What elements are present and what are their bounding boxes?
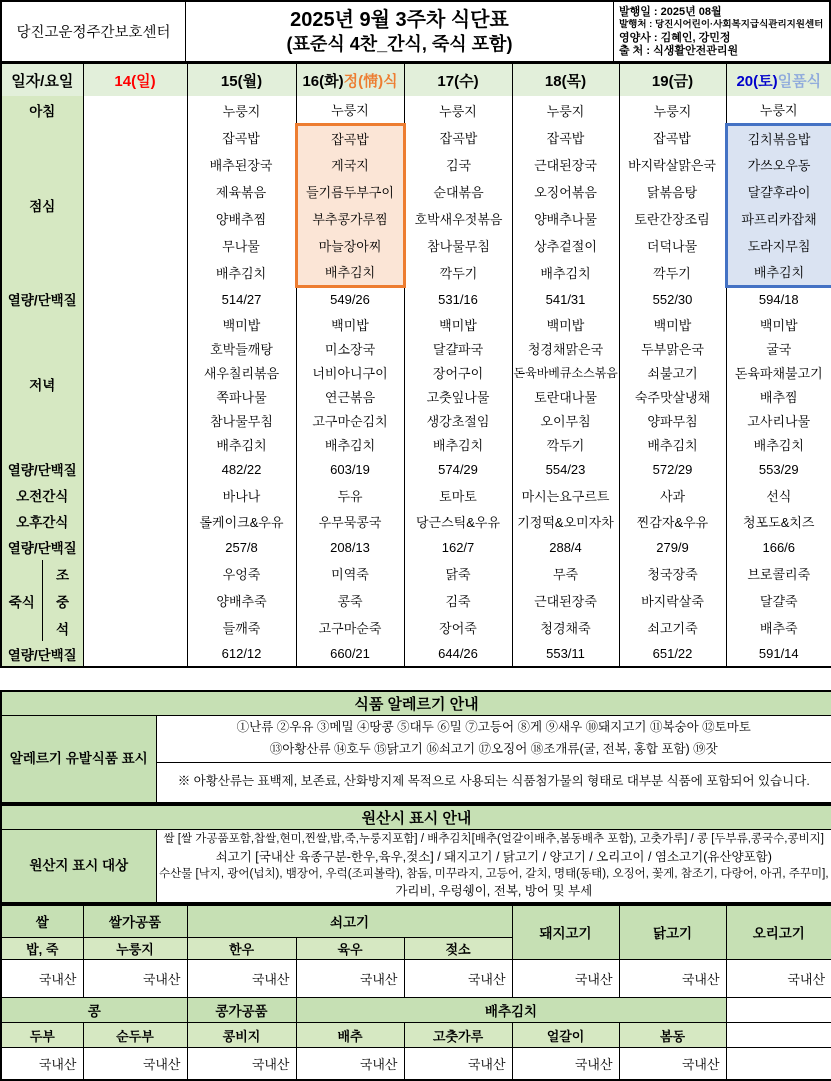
menu-cell: 양배추죽 <box>187 587 296 614</box>
publish-date: 발행일 : 2025년 08월 <box>619 6 722 18</box>
origin-line: 쌀 [쌀 가공품포함,찹쌀,현미,찐쌀,밥,죽,누룽지포함] / 배추김치[배추(얼갈이배추,봄동배추 포함), 고춧가루] / 콩 [두부류,콩국수,콩비지] <box>163 833 824 845</box>
menu-cell: 배추김치 <box>187 432 296 456</box>
origin-value: 국내산 <box>512 960 619 998</box>
menu-cell: 누룽지 <box>512 96 619 124</box>
day-header-sat <box>726 63 831 96</box>
menu-cell: 닭죽 <box>404 560 512 587</box>
menu-cell-highlight-blue: 파프리카잡채 <box>726 205 831 232</box>
day-suffix: 일품식 <box>777 72 822 90</box>
menu-cell-empty <box>83 312 187 456</box>
porridge-morning-label: 조 <box>42 560 83 587</box>
lunch-label: 점심 <box>1 124 83 286</box>
menu-cell: 생강초절임 <box>404 408 512 432</box>
menu-cell: 백미밥 <box>619 312 726 336</box>
menu-cell-highlight-orange: 마늘장아찌 <box>296 232 404 259</box>
menu-cell <box>83 587 187 614</box>
day-label: 18(목) <box>544 72 587 90</box>
menu-cell: 브로콜리죽 <box>726 560 831 587</box>
corner-label: 일자/요일 <box>1 63 83 96</box>
menu-cell-highlight-blue: 달걀후라이 <box>726 178 831 205</box>
menu-cell: 깍두기 <box>619 259 726 286</box>
porridge-noon-label: 중 <box>42 587 83 614</box>
menu-cell: 청포도&치즈 <box>726 508 831 534</box>
origin-value: 국내산 <box>187 1048 296 1080</box>
kcal-value <box>83 456 187 482</box>
menu-cell: 고구마순죽 <box>296 614 404 641</box>
kcal-value: 594/18 <box>726 286 831 312</box>
weekly-menu-table <box>0 62 831 668</box>
menu-cell: 고구마순김치 <box>296 408 404 432</box>
kcal-value: 482/22 <box>187 456 296 482</box>
day-label: 15(월) <box>220 72 263 90</box>
menu-cell: 사과 <box>619 482 726 508</box>
menu-cell: 고사리나물 <box>726 408 831 432</box>
origin-subheader: 두부 <box>1 1023 83 1048</box>
menu-cell: 깍두기 <box>404 259 512 286</box>
origin-subheader: 한우 <box>187 938 296 960</box>
menu-cell: 근대된장죽 <box>512 587 619 614</box>
menu-cell: 닭볶음탕 <box>619 178 726 205</box>
kcal-value: 549/26 <box>296 286 404 312</box>
organization-name: 당진고운정주간보호센터 <box>2 2 186 61</box>
menu-cell: 근대된장국 <box>512 151 619 178</box>
allergy-label: 알레르기 유발식품 표시 <box>1 716 156 803</box>
origin-table <box>0 904 831 1081</box>
menu-cell: 연근볶음 <box>296 384 404 408</box>
allergy-note: ※ 아황산류는 표백제, 보존료, 산화방지제 목적으로 사용되는 식품첨가물의 형태로 대부분 식품에 포함되어 있습니다. <box>156 763 831 803</box>
menu-cell-highlight-blue: 도라지무침 <box>726 232 831 259</box>
origin-subheader: 육우 <box>296 938 404 960</box>
menu-cell: 김죽 <box>404 587 512 614</box>
publication-info <box>614 2 829 61</box>
porridge-label: 죽식 <box>1 560 42 641</box>
menu-cell: 콩죽 <box>296 587 404 614</box>
kcal-value: 603/19 <box>296 456 404 482</box>
menu-cell <box>83 482 187 508</box>
menu-cell-highlight-orange: 들기름두부구이 <box>296 178 404 205</box>
kcal-value: 531/16 <box>404 286 512 312</box>
menu-cell: 배추김치 <box>404 432 512 456</box>
menu-cell: 숙주맛살냉채 <box>619 384 726 408</box>
origin-line: 쇠고기 [국내산 육종구분-한우,육우,젖소] / 돼지고기 / 닭고기 / 양고기 / 오리고이 / 염소고기(유산양포함) <box>215 849 772 864</box>
menu-cell: 무나물 <box>187 232 296 259</box>
allergy-section <box>0 690 831 804</box>
menu-cell-highlight-blue: 김치볶음밥 <box>726 124 831 151</box>
origin-subheader: 얼갈이 <box>512 1023 619 1048</box>
origin-header: 쌀가공품 <box>83 905 187 938</box>
menu-cell: 잡곡밥 <box>187 124 296 151</box>
origin-title: 원산시 표시 안내 <box>1 805 831 830</box>
origin-subheader: 누룽지 <box>83 938 187 960</box>
kcal-value <box>83 286 187 312</box>
menu-cell: 들깨죽 <box>187 614 296 641</box>
kcal-value <box>83 534 187 560</box>
origin-header: 배추김치 <box>296 998 726 1023</box>
menu-cell: 깍두기 <box>512 432 619 456</box>
day-header-wed <box>404 63 512 96</box>
origin-header: 콩가공품 <box>187 998 296 1023</box>
menu-cell: 배추김치 <box>619 432 726 456</box>
menu-cell: 누룽지 <box>187 96 296 124</box>
kcal-value <box>83 641 187 667</box>
kcal-value: 208/13 <box>296 534 404 560</box>
menu-cell: 기정떡&오미자차 <box>512 508 619 534</box>
kcal-value: 644/26 <box>404 641 512 667</box>
menu-cell: 장어죽 <box>404 614 512 641</box>
menu-cell: 우무묵콩국 <box>296 508 404 534</box>
menu-cell: 양배추나물 <box>512 205 619 232</box>
kcal-value: 574/29 <box>404 456 512 482</box>
origin-subheader: 봄동 <box>619 1023 726 1048</box>
menu-cell: 선식 <box>726 482 831 508</box>
kcal-label: 열량/단백질 <box>1 286 83 312</box>
menu-cell: 누룽지 <box>726 96 831 124</box>
kcal-value: 541/31 <box>512 286 619 312</box>
menu-cell: 양배추찜 <box>187 205 296 232</box>
kcal-value: 162/7 <box>404 534 512 560</box>
menu-cell: 호박새우젓볶음 <box>404 205 512 232</box>
kcal-label: 열량/단백질 <box>1 534 83 560</box>
am-snack-label: 오전간식 <box>1 482 83 508</box>
menu-cell: 배추죽 <box>726 614 831 641</box>
kcal-value: 514/27 <box>187 286 296 312</box>
origin-section <box>0 804 831 904</box>
menu-cell: 배추김치 <box>512 259 619 286</box>
origin-value: 국내산 <box>1 960 83 998</box>
menu-cell: 달걀파국 <box>404 336 512 360</box>
menu-cell: 청경채맑은국 <box>512 336 619 360</box>
menu-cell: 순대볶음 <box>404 178 512 205</box>
kcal-value: 612/12 <box>187 641 296 667</box>
menu-cell: 돈육바베큐소스볶음 <box>512 360 619 384</box>
origin-subheader: 밥, 죽 <box>1 938 83 960</box>
menu-cell: 두부맑은국 <box>619 336 726 360</box>
menu-cell: 고춧잎나물 <box>404 384 512 408</box>
day-suffix: 정(情)식 <box>343 72 398 90</box>
origin-value: 국내산 <box>404 1048 512 1080</box>
origin-value: 국내산 <box>187 960 296 998</box>
menu-cell: 찐감자&우유 <box>619 508 726 534</box>
origin-value: 국내산 <box>1 1048 83 1080</box>
menu-cell-empty <box>83 124 187 286</box>
menu-cell: 제육볶음 <box>187 178 296 205</box>
origin-value: 국내산 <box>512 1048 619 1080</box>
allergy-title: 식품 알레르기 안내 <box>1 691 831 716</box>
menu-cell-highlight-orange: 부추콩가루찜 <box>296 205 404 232</box>
pm-snack-label: 오후간식 <box>1 508 83 534</box>
origin-value: 국내산 <box>619 1048 726 1080</box>
kcal-value: 660/21 <box>296 641 404 667</box>
menu-cell: 토란간장조림 <box>619 205 726 232</box>
menu-cell: 당근스틱&우유 <box>404 508 512 534</box>
menu-cell: 마시는요구르트 <box>512 482 619 508</box>
menu-cell: 백미밥 <box>296 312 404 336</box>
menu-cell: 쪽파나물 <box>187 384 296 408</box>
publisher: 발행처 : 당진시어린이·사회복지급식관리지원센터 <box>619 18 824 30</box>
origin-value: 국내산 <box>296 960 404 998</box>
menu-cell: 미소장국 <box>296 336 404 360</box>
origin-header: 쌀 <box>1 905 83 938</box>
day-header-tue <box>296 63 404 96</box>
origin-header: 쇠고기 <box>187 905 512 938</box>
kcal-value: 166/6 <box>726 534 831 560</box>
day-label: 19(금) <box>651 72 694 90</box>
day-label: 17(수) <box>437 72 479 90</box>
origin-subheader: 고춧가루 <box>404 1023 512 1048</box>
menu-cell: 백미밥 <box>512 312 619 336</box>
menu-cell: 달걀죽 <box>726 587 831 614</box>
kcal-value: 554/23 <box>512 456 619 482</box>
kcal-value: 279/9 <box>619 534 726 560</box>
origin-subheader: 순두부 <box>83 1023 187 1048</box>
menu-cell: 김국 <box>404 151 512 178</box>
day-header-thu <box>512 63 619 96</box>
kcal-value: 553/29 <box>726 456 831 482</box>
origin-empty-cell <box>726 1023 831 1048</box>
menu-cell <box>83 560 187 587</box>
menu-cell: 롤케이크&우유 <box>187 508 296 534</box>
menu-cell: 참나물무침 <box>404 232 512 259</box>
title-line2: (표준식 4찬_간식, 죽식 포함) <box>286 33 513 54</box>
origin-list <box>156 830 831 903</box>
kcal-label: 열량/단백질 <box>1 641 83 667</box>
menu-cell: 너비아니구이 <box>296 360 404 384</box>
menu-cell: 배추김치 <box>296 432 404 456</box>
menu-cell: 미역죽 <box>296 560 404 587</box>
origin-value: 국내산 <box>619 960 726 998</box>
origin-header: 돼지고기 <box>512 905 619 960</box>
menu-cell: 잡곡밥 <box>512 124 619 151</box>
menu-cell: 참나물무침 <box>187 408 296 432</box>
menu-cell-highlight-orange: 잡곡밥 <box>296 124 404 151</box>
menu-cell: 바나나 <box>187 482 296 508</box>
nutritionist: 영양사 : 김혜인, 강민정 <box>619 31 731 44</box>
menu-cell: 돈육파채불고기 <box>726 360 831 384</box>
menu-cell: 백미밥 <box>404 312 512 336</box>
menu-cell: 양파무침 <box>619 408 726 432</box>
menu-cell: 오이무침 <box>512 408 619 432</box>
menu-cell: 새우칠리볶음 <box>187 360 296 384</box>
menu-cell: 배추김치 <box>187 259 296 286</box>
origin-subheader: 배추 <box>296 1023 404 1048</box>
origin-empty-cell <box>726 998 831 1023</box>
menu-cell: 토란대나물 <box>512 384 619 408</box>
kcal-value: 553/11 <box>512 641 619 667</box>
day-header-sun <box>83 63 187 96</box>
menu-cell: 잡곡밥 <box>404 124 512 151</box>
menu-cell: 배추찜 <box>726 384 831 408</box>
origin-header: 오리고기 <box>726 905 831 960</box>
origin-line: 가리비, 우렁쉥이, 전복, 방어 및 부세 <box>395 884 593 899</box>
origin-line: 수산물 [낙지, 광어(넙치), 뱀장어, 우럭(조피볼락), 참돔, 미꾸라지, 고등어, 갈치, 명태(동태), 오징어, 꽃게, 참조기, 다랑어, 아귀, 주꾸미], <box>158 867 829 880</box>
menu-cell <box>83 614 187 641</box>
menu-cell: 청경채죽 <box>512 614 619 641</box>
menu-cell: 토마토 <box>404 482 512 508</box>
menu-cell: 장어구이 <box>404 360 512 384</box>
menu-cell: 상추겉절이 <box>512 232 619 259</box>
menu-cell: 오징어볶음 <box>512 178 619 205</box>
origin-value: 국내산 <box>83 960 187 998</box>
origin-value: 국내산 <box>296 1048 404 1080</box>
menu-cell-highlight-blue: 가쓰오우동 <box>726 151 831 178</box>
origin-value: 국내산 <box>404 960 512 998</box>
origin-empty-cell <box>726 1048 831 1080</box>
menu-cell: 호박들깨탕 <box>187 336 296 360</box>
source: 출 처 : 식생활안전관리원 <box>619 45 739 58</box>
menu-cell: 백미밥 <box>726 312 831 336</box>
menu-cell: 쇠고기죽 <box>619 614 726 641</box>
origin-subheader: 콩비지 <box>187 1023 296 1048</box>
title-line1: 2025년 9월 3주차 식단표 <box>290 8 509 31</box>
day-label: 14(일) <box>114 72 156 90</box>
kcal-label: 열량/단백질 <box>1 456 83 482</box>
porridge-evening-label: 석 <box>42 614 83 641</box>
menu-cell: 우엉죽 <box>187 560 296 587</box>
menu-cell: 청국장죽 <box>619 560 726 587</box>
menu-cell: 무죽 <box>512 560 619 587</box>
allergy-line: ①난류 ②우유 ③메밀 ④땅콩 ⑤대두 ⑥밀 ⑦고등어 ⑧게 ⑨새우 ⑩돼지고기 ⑪복숭아 ⑫토마토 <box>236 720 751 735</box>
breakfast-label: 아침 <box>1 96 83 124</box>
sheet-title <box>186 2 614 61</box>
kcal-value: 257/8 <box>187 534 296 560</box>
menu-cell: 굴국 <box>726 336 831 360</box>
kcal-value: 288/4 <box>512 534 619 560</box>
kcal-value: 591/14 <box>726 641 831 667</box>
menu-cell: 바지락살맑은국 <box>619 151 726 178</box>
origin-header: 콩 <box>1 998 187 1023</box>
allergy-list <box>156 716 831 763</box>
menu-cell: 더덕나물 <box>619 232 726 259</box>
menu-cell: 누룽지 <box>619 96 726 124</box>
day-label: 20(토) <box>736 72 778 90</box>
day-label: 16(화) <box>302 72 344 90</box>
origin-value: 국내산 <box>726 960 831 998</box>
menu-cell: 배추된장국 <box>187 151 296 178</box>
origin-label: 원산지 표시 대상 <box>1 830 156 903</box>
dinner-label: 저녁 <box>1 312 83 456</box>
sheet-header <box>0 0 831 62</box>
origin-value: 국내산 <box>83 1048 187 1080</box>
allergy-line: ⑬아황산류 ⑭호두 ⑮닭고기 ⑯쇠고기 ⑰오징어 ⑱조개류(굴, 전복, 홍합 포함) ⑲잣 <box>269 742 718 756</box>
menu-cell-highlight-orange: 게국지 <box>296 151 404 178</box>
kcal-value: 651/22 <box>619 641 726 667</box>
menu-cell: 두유 <box>296 482 404 508</box>
menu-cell: 바지락살죽 <box>619 587 726 614</box>
menu-cell: 배추김치 <box>726 432 831 456</box>
menu-cell: 백미밥 <box>187 312 296 336</box>
kcal-value: 572/29 <box>619 456 726 482</box>
origin-header: 닭고기 <box>619 905 726 960</box>
origin-subheader: 젖소 <box>404 938 512 960</box>
day-header-mon <box>187 63 296 96</box>
day-header-fri <box>619 63 726 96</box>
menu-cell: 누룽지 <box>404 96 512 124</box>
menu-cell-highlight-orange: 배추김치 <box>296 259 404 286</box>
menu-cell <box>83 508 187 534</box>
menu-cell <box>83 96 187 124</box>
menu-cell-highlight-blue: 배추김치 <box>726 259 831 286</box>
kcal-value: 552/30 <box>619 286 726 312</box>
menu-cell: 누룽지 <box>296 96 404 124</box>
menu-cell: 쇠불고기 <box>619 360 726 384</box>
menu-cell: 잡곡밥 <box>619 124 726 151</box>
